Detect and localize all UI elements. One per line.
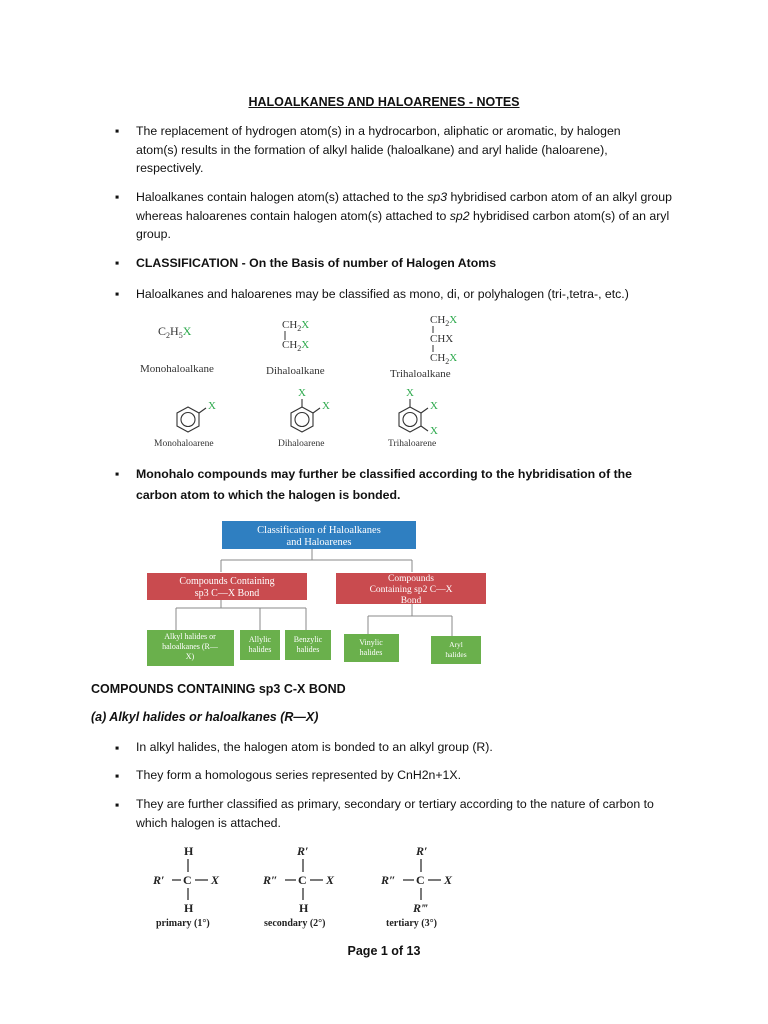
leaf-text: halides	[296, 645, 320, 654]
section-heading: COMPOUNDS CONTAINING sp3 C-X BOND	[91, 682, 346, 696]
sp3-term: sp3	[427, 190, 448, 204]
x-label: X	[208, 400, 216, 412]
primary-label: primary (1°)	[156, 918, 210, 929]
bullet-text-4: Haloalkanes and haloarenes may be classified as mono, di, or polyhalogen (tri-,tetra-, etc.)	[136, 287, 629, 301]
tri-alkane-bottom: $CH_2X$	[430, 352, 458, 366]
secondary-bottom: H	[299, 901, 309, 915]
di-alkane-bottom: $CH_2X$	[282, 339, 310, 353]
root-line-1: Classification of Haloalkanes	[257, 525, 381, 536]
leaf-text: haloalkanes (R—	[162, 642, 218, 651]
primary-c: C	[183, 873, 192, 887]
bullet-text-3: CLASSIFICATION - On the Basis of number of Halogen Atoms	[136, 256, 497, 270]
x-label: X	[430, 400, 438, 412]
tertiary-left: R″	[381, 873, 396, 887]
bullet-text-8: They are further classified as primary, secondary or tertiary according to the nature of carbon to which halogen is attached.	[136, 797, 654, 830]
bullet-text-6: In alkyl halides, the halogen atom is bonded to an alkyl group (R).	[136, 740, 493, 754]
bullet-text-2	[136, 188, 676, 244]
leaf-text: X)	[185, 652, 195, 661]
benzene-ring	[291, 399, 320, 432]
tri-arene-label: Trihaloarene	[388, 439, 437, 449]
benzene-ring	[399, 399, 428, 432]
bullet-marker: ▪	[115, 798, 120, 812]
subsection-heading: (a) Alkyl halides or haloalkanes (R—X)	[91, 710, 319, 724]
tertiary-c: C	[416, 873, 425, 887]
tertiary-x: X	[444, 873, 453, 887]
tertiary-label: tertiary (3°)	[386, 918, 437, 929]
bullet-marker: ▪	[115, 467, 120, 481]
mono-alkane-label: Monohaloalkane	[140, 363, 214, 375]
leaf-text: Alkyl halides or	[164, 632, 216, 641]
bullet-marker: ▪	[115, 190, 120, 204]
x-label: X	[298, 387, 306, 399]
bullet-marker: ▪	[115, 741, 120, 755]
leaf-text: halides	[359, 648, 383, 657]
tertiary-bottom: R‴	[413, 901, 428, 915]
secondary-c: C	[298, 873, 307, 887]
di-alkane-label: Dihaloalkane	[266, 365, 325, 377]
leaf-text: Vinylic	[359, 638, 383, 647]
primary-x: X	[211, 873, 220, 887]
sp3-line-1: Compounds Containing	[179, 576, 275, 587]
page-title: HALOALKANES AND HALOARENES - NOTES	[248, 95, 520, 109]
bullet-text-2-part: hybridised carbon atom of an alkyl group whereas haloarenes contain halogen atom(s) attached to	[136, 190, 672, 223]
sp2-line-1: Compounds	[388, 574, 434, 584]
sp3-line-2: sp3 C—X Bond	[194, 588, 260, 599]
benzene-ring	[177, 407, 206, 432]
root-line-2: and Haloarenes	[286, 537, 352, 548]
bullet-text-5: Monohalo compounds may further be classified according to the hybridisation of the carbon atom to which the halogen is bonded.	[136, 467, 633, 502]
secondary-top: R′	[297, 844, 309, 858]
x-label: X	[406, 387, 414, 399]
page-number: Page 1 of 13	[347, 944, 421, 958]
di-alkane-top: $CH_2X$	[282, 319, 310, 333]
leaf-text: halides	[445, 650, 467, 659]
bullet-marker: ▪	[115, 769, 120, 783]
secondary-label: secondary (2°)	[264, 918, 326, 929]
bullet-text-2-part: Haloalkanes contain halogen atom(s) attached to the	[136, 190, 428, 204]
secondary-left: R″	[263, 873, 278, 887]
bullet-text-1: The replacement of hydrogen atom(s) in a hydrocarbon, aliphatic or aromatic, by halogen atom(s) results in the formation of alkyl halide (haloalkane) and aryl halide (haloarene), respectively.	[136, 124, 621, 175]
sp2-term: sp2	[449, 208, 470, 223]
x-label: X	[322, 400, 330, 412]
mono-alkane-formula: $C_2H_5X$	[158, 324, 192, 340]
bullet-marker: ▪	[115, 256, 120, 270]
secondary-x: X	[326, 873, 335, 887]
carbon-types-figure	[148, 840, 478, 930]
tri-alkane-label: Trihaloalkane	[390, 368, 451, 380]
primary-left: R′	[153, 873, 165, 887]
leaf-text: Benzylic	[293, 635, 323, 644]
di-arene-label: Dihaloarene	[278, 439, 325, 449]
leaf-text: halides	[248, 645, 272, 654]
leaf-text: Allylic	[248, 635, 272, 644]
halogen-count-figure	[138, 308, 480, 458]
bullet-marker: ▪	[115, 287, 120, 301]
primary-top: H	[184, 844, 194, 858]
x-label: X	[430, 425, 438, 437]
tri-alkane-top: $CH_2X$	[430, 314, 458, 328]
bullet-marker: ▪	[115, 124, 120, 138]
primary-bottom: H	[184, 901, 194, 915]
classification-flowchart	[136, 512, 488, 670]
bullet-text-2-part: hybridised carbon atom(s) of an aryl group.	[136, 208, 670, 241]
tri-alkane-mid: CHX	[430, 333, 454, 345]
sp2-line-3: Bond	[400, 596, 422, 606]
sp2-line-2: Containing sp2 C—X	[369, 585, 453, 595]
tertiary-top: R′	[416, 844, 428, 858]
leaf-text: Aryl	[449, 640, 463, 649]
mono-arene-label: Monohaloarene	[154, 439, 214, 449]
bullet-text-7: They form a homologous series represented by CnH2n+1X.	[136, 768, 462, 782]
